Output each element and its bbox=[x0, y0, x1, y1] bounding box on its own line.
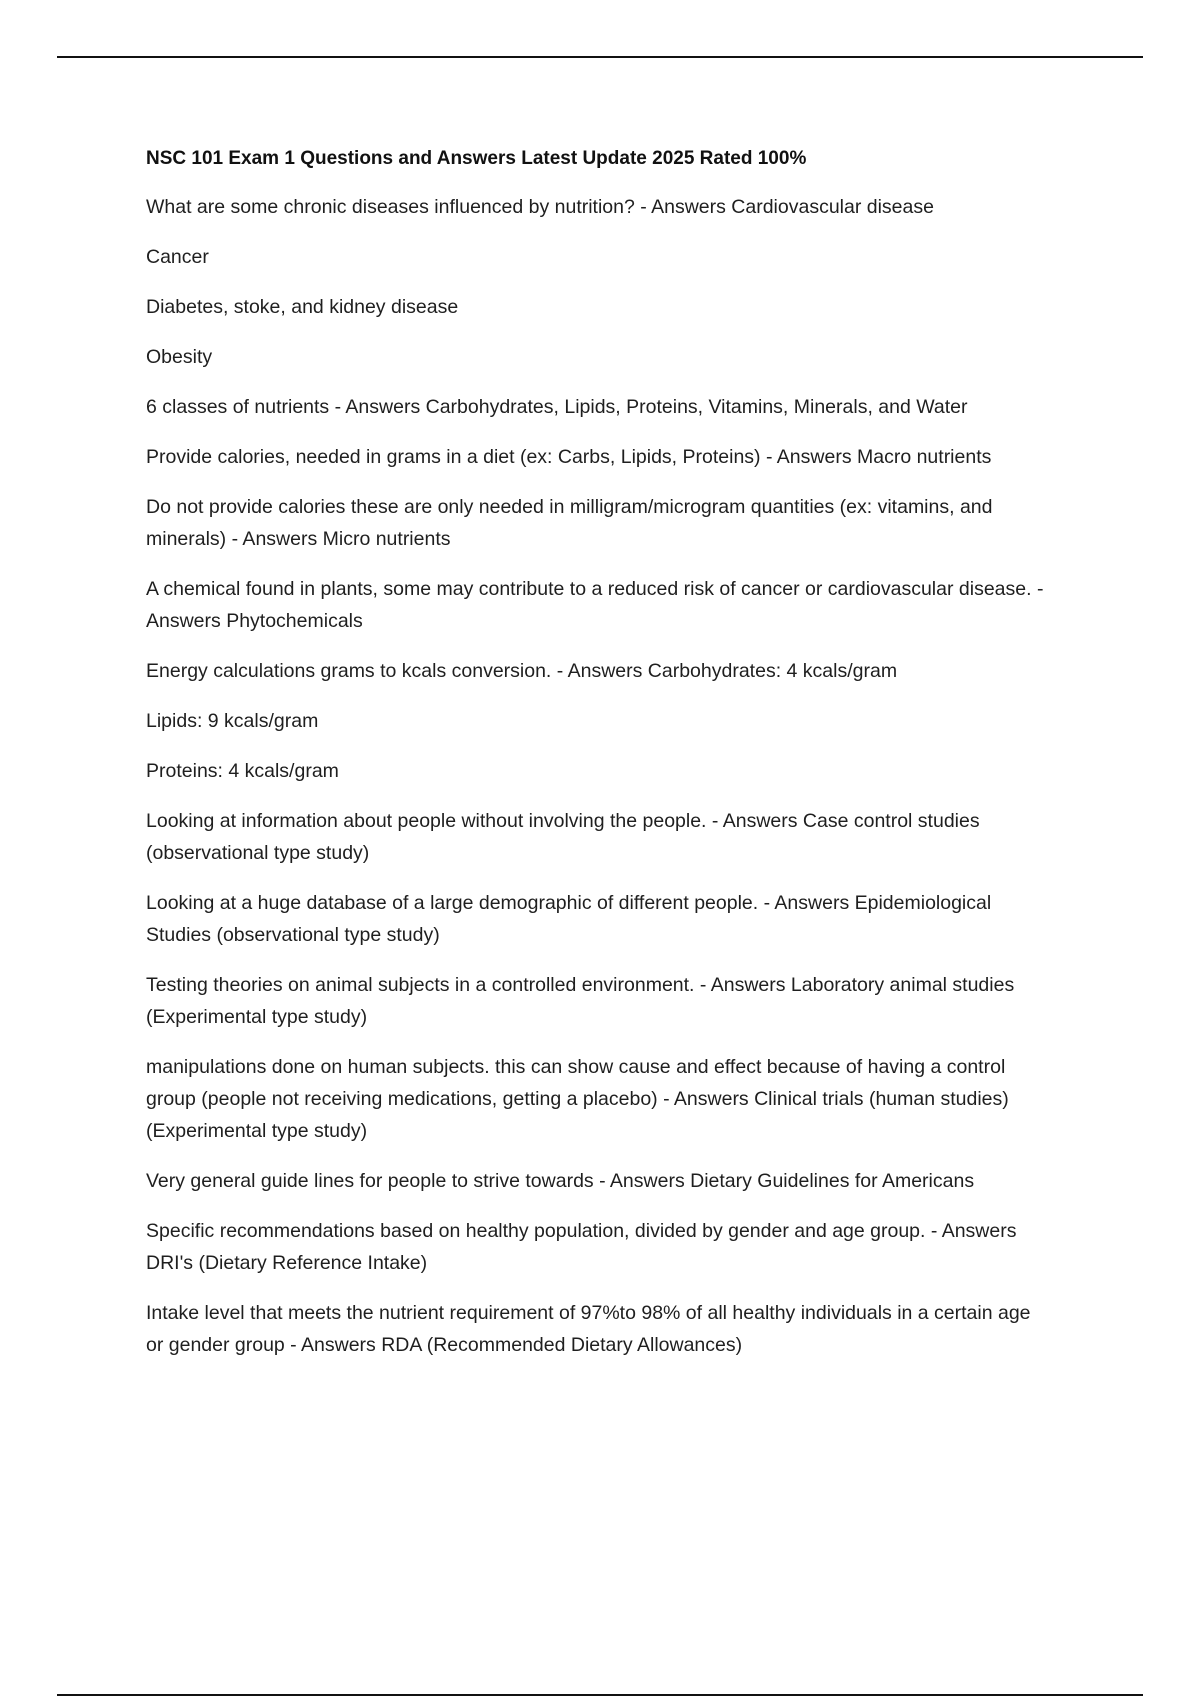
document-title: NSC 101 Exam 1 Questions and Answers Latest Update 2025 Rated 100% bbox=[146, 148, 807, 169]
paragraph-epidemiological: Looking at a huge database of a large demographic of different people. - Answers Epidemiological Studies (observational type study) bbox=[146, 892, 992, 946]
paragraph-cancer: Cancer bbox=[146, 246, 209, 268]
paragraph-diabetes: Diabetes, stoke, and kidney disease bbox=[146, 296, 459, 318]
paragraph-energy-carbs: Energy calculations grams to kcals conversion. - Answers Carbohydrates: 4 kcals/gram bbox=[146, 660, 898, 682]
paragraph-dri: Specific recommendations based on healthy population, divided by gender and age group. - Answers DRI's (Dietary Reference Intake) bbox=[146, 1220, 1017, 1274]
bottom-rule bbox=[57, 1694, 1143, 1696]
paragraph-obesity: Obesity bbox=[146, 346, 213, 368]
paragraph-energy-lipids: Lipids: 9 kcals/gram bbox=[146, 710, 319, 732]
paragraph-clinical-trials: manipulations done on human subjects. this can show cause and effect because of having a control group (people not receiving medications, getting a placebo) - Answers Clinical trials (human studies) (Experimental type study) bbox=[146, 1056, 1009, 1142]
paragraph-macro-nutrients: Provide calories, needed in grams in a diet (ex: Carbs, Lipids, Proteins) - Answers Macro nutrients bbox=[146, 446, 992, 468]
paragraph-energy-proteins: Proteins: 4 kcals/gram bbox=[146, 760, 339, 782]
paragraph-nutrient-classes: 6 classes of nutrients - Answers Carbohydrates, Lipids, Proteins, Vitamins, Minerals, and Water bbox=[146, 396, 968, 418]
paragraph-case-control: Looking at information about people without involving the people. - Answers Case control studies (observational type study) bbox=[146, 810, 980, 864]
top-rule bbox=[57, 56, 1143, 58]
paragraph-phytochemicals: A chemical found in plants, some may contribute to a reduced risk of cancer or cardiovascular disease. - Answers Phytochemicals bbox=[146, 578, 1044, 632]
paragraph-dietary-guidelines: Very general guide lines for people to strive towards - Answers Dietary Guidelines for Americans bbox=[146, 1170, 975, 1192]
paragraph-animal-studies: Testing theories on animal subjects in a controlled environment. - Answers Laboratory animal studies (Experimental type study) bbox=[146, 974, 1015, 1028]
paragraph-rda: Intake level that meets the nutrient requirement of 97%to 98% of all healthy individuals in a certain age or gender group - Answers RDA (Recommended Dietary Allowances) bbox=[146, 1302, 1031, 1356]
paragraph-micro-nutrients: Do not provide calories these are only needed in milligram/microgram quantities (ex: vitamins, and minerals) - Answers Micro nutrients bbox=[146, 496, 993, 550]
paragraph-chronic-diseases: What are some chronic diseases influenced by nutrition? - Answers Cardiovascular disease bbox=[146, 196, 934, 218]
document-body bbox=[146, 143, 1090, 1379]
